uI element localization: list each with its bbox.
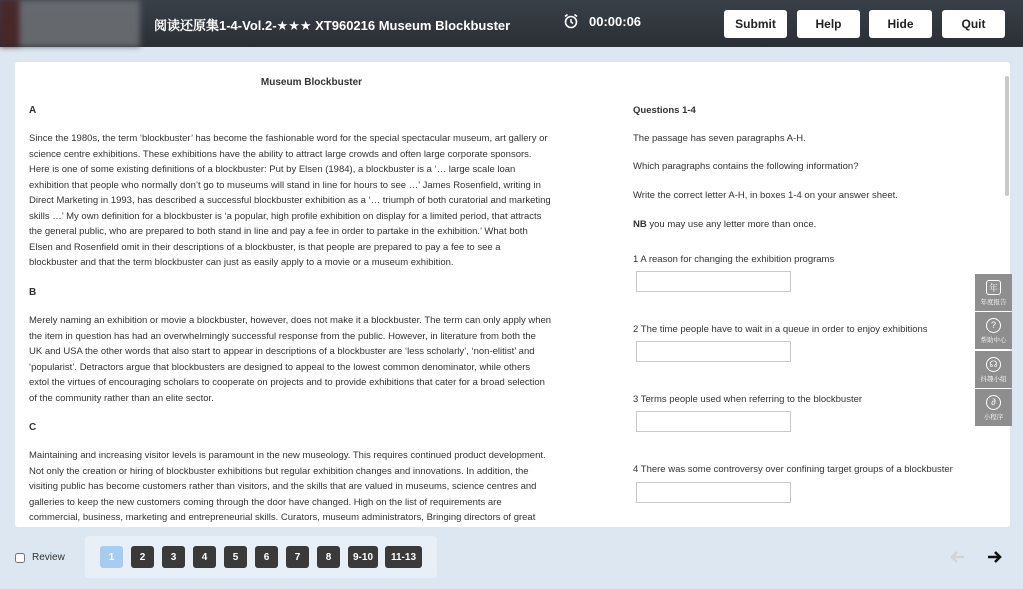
passage-pane[interactable] (29, 62, 604, 527)
nb-text: you may use any letter more than once. (646, 219, 817, 230)
paragraph-line: visiting public has become customers rather than visitors, and the skills that are valued in museums, science centres and (29, 481, 537, 492)
question-3 (633, 394, 862, 405)
timer (563, 13, 641, 29)
question-text: The time people have to wait in a queue in order to enjoy exhibitions (638, 324, 928, 335)
nb-label: NB (633, 219, 647, 230)
paragraph-line: Direct Marketing in 1993, has described a successful blockbuster exhibition as a ‘… triumph of both curatorial and marketing (29, 195, 551, 206)
hide-button[interactable]: Hide (869, 10, 932, 38)
test-title: 阅读还原集1-4-Vol.2-★★★ XT960216 Museum Blockbuster (154, 18, 511, 33)
headset-icon: ☊ (986, 357, 1001, 372)
question-text: A reason for changing the exhibition programs (638, 254, 835, 265)
page-button-2[interactable]: 2 (131, 546, 154, 568)
questions-heading: Questions 1-4 (633, 105, 696, 116)
page-button-1[interactable]: 1 (100, 546, 123, 568)
instruction-line: The passage has seven paragraphs A-H. (633, 133, 806, 144)
page-button-7[interactable]: 7 (286, 546, 309, 568)
review-toggle[interactable] (15, 552, 65, 563)
content-panel (15, 62, 1010, 527)
paragraph-line: Not only the creation or hiring of blockbuster exhibitions but regular exhibition changes and innovations. In addition, the (29, 465, 529, 477)
paragraph-line: ‘popularist’. Detractors argue that blockbusters are designed to appeal to the lowest common denominator, while others (29, 361, 531, 373)
timer-value: 00:00:06 (589, 13, 642, 29)
page-button-3[interactable]: 3 (162, 546, 185, 568)
next-button[interactable] (981, 543, 1009, 571)
submit-button[interactable]: Submit (724, 10, 787, 38)
page-button-9-10[interactable]: 9-10 (348, 546, 378, 568)
paragraph-line: the general public, who are prepared to both stand in line and pay a fee in order to partake in the exhibition.’ What both (29, 226, 528, 237)
paragraph-line: Elsen and Rosenfield omit in their descriptions of a blockbuster, is that people are prepared to pay a fee to see a (29, 241, 501, 253)
side-tool-label: 年度报告 (980, 298, 1007, 306)
paragraph-line: Here is one of some existing definitions of a blockbuster: Put by Elsen (1984), a blockbuster is a ‘… large scale loan (29, 164, 516, 175)
arrow-left-icon (949, 550, 965, 564)
nb-note (633, 219, 816, 230)
mini-program-icon: ∂ (986, 395, 1001, 410)
question-number: 3 (633, 394, 639, 405)
question-2 (633, 324, 928, 335)
paragraph-line: skills …’ My own definition for a blockbuster is ‘a popular, high profile exhibition on display for a limited period, that attracts (29, 210, 542, 222)
paragraph-line: UK and USA the other words that also start to appear in descriptions of a blockbuster are ‘less scholarly’, ‘non-elitist’ and (29, 346, 535, 357)
user-avatar-blurred (0, 0, 140, 47)
paragraph-line: science centre exhibitions. These exhibitions have the ability to attract large crowds and often large corporate sponsors. (29, 148, 532, 160)
review-checkbox[interactable] (15, 553, 25, 563)
question-text: There was some controversy over confining target groups of a blockbuster (638, 464, 953, 475)
help-center-tool[interactable] (975, 312, 1012, 349)
answer-input-4[interactable] (636, 482, 791, 503)
group-tool[interactable] (975, 351, 1012, 388)
passage-title: Museum Blockbuster (260, 77, 363, 88)
page-button-6[interactable]: 6 (255, 546, 278, 568)
page-button-8[interactable]: 8 (317, 546, 340, 568)
paragraph-line: the item in question has had an overwhelmingly successful response from the public. However, in literature from both the (29, 330, 536, 342)
paragraph-a (29, 131, 604, 271)
help-button[interactable]: Help (797, 10, 860, 38)
paragraph-line: Maintaining and increasing visitor levels is paramount in the new museology. This requires continued product development. (29, 450, 546, 461)
instruction-line: Write the correct letter A-H, in boxes 1-4 on your answer sheet. (633, 190, 898, 201)
paragraph-line: commercial, business, marketing and entrepreneurial skills. Curators, museum administrators, Bringing directors of great (29, 512, 536, 523)
page-button-11-13[interactable]: 11-13 (385, 546, 422, 568)
paragraph-line: exhibition that people who normally don’t go to museums will stand in line for hours to see …’ James Rosenfield, writing in (29, 179, 541, 191)
annual-report-icon: 年 (986, 280, 1001, 295)
help-question-icon: ? (986, 318, 1001, 333)
question-number: 2 (633, 324, 639, 335)
paragraph-line: galleries to keep the new customers coming through the door have changed. High on the list of requirements are (29, 496, 502, 508)
paragraph-letter-c: C (29, 422, 37, 433)
page-navigator (85, 536, 437, 578)
mini-program-tool[interactable] (975, 389, 1012, 426)
question-text: Terms people used when referring to the blockbuster (638, 394, 863, 405)
question-number: 4 (633, 464, 639, 475)
paragraph-line: Merely naming an exhibition or movie a blockbuster, however, does not make it a blockbuster. The term can only apply when (29, 315, 552, 326)
side-tool-label: 帮助中心 (980, 336, 1007, 344)
side-tool-label: 小程序 (983, 413, 1004, 421)
alarm-clock-icon (563, 13, 579, 29)
answer-input-1[interactable] (636, 271, 791, 292)
arrow-right-icon (987, 550, 1003, 564)
side-tool-label: 抖趣小组 (980, 375, 1007, 383)
answer-input-2[interactable] (636, 341, 791, 362)
page-button-4[interactable]: 4 (193, 546, 216, 568)
question-4 (633, 464, 953, 475)
top-bar (0, 0, 1023, 47)
paragraph-letter-b: B (29, 287, 37, 298)
paragraph-line: blockbuster and that the term blockbuster can just as easily apply to a movie or a museum exhibition. (29, 257, 454, 268)
paragraph-c (29, 448, 604, 526)
answer-input-3[interactable] (636, 411, 791, 432)
questions-scrollbar[interactable] (1005, 76, 1009, 196)
quit-button[interactable]: Quit (942, 10, 1005, 38)
paragraph-line: Since the 1980s, the term ‘blockbuster’ has become the fashionable word for the special spectacular museum, art gallery or (29, 133, 548, 144)
previous-button[interactable] (943, 543, 971, 571)
question-1 (633, 254, 834, 265)
paragraph-line: of the community rather than an elite sector. (29, 392, 214, 404)
review-label: Review (32, 552, 65, 563)
instruction-line: Which paragraphs contains the following information? (633, 161, 859, 172)
paragraph-line: extol the virtues of encouraging scholars to cooperate on projects and to provide exhibitions that cater for a broad selection (29, 377, 545, 388)
paragraph-letter-a: A (29, 105, 37, 116)
question-number: 1 (633, 254, 639, 265)
paragraph-b (29, 313, 604, 406)
annual-report-tool[interactable] (975, 274, 1012, 311)
page-button-5[interactable]: 5 (224, 546, 247, 568)
